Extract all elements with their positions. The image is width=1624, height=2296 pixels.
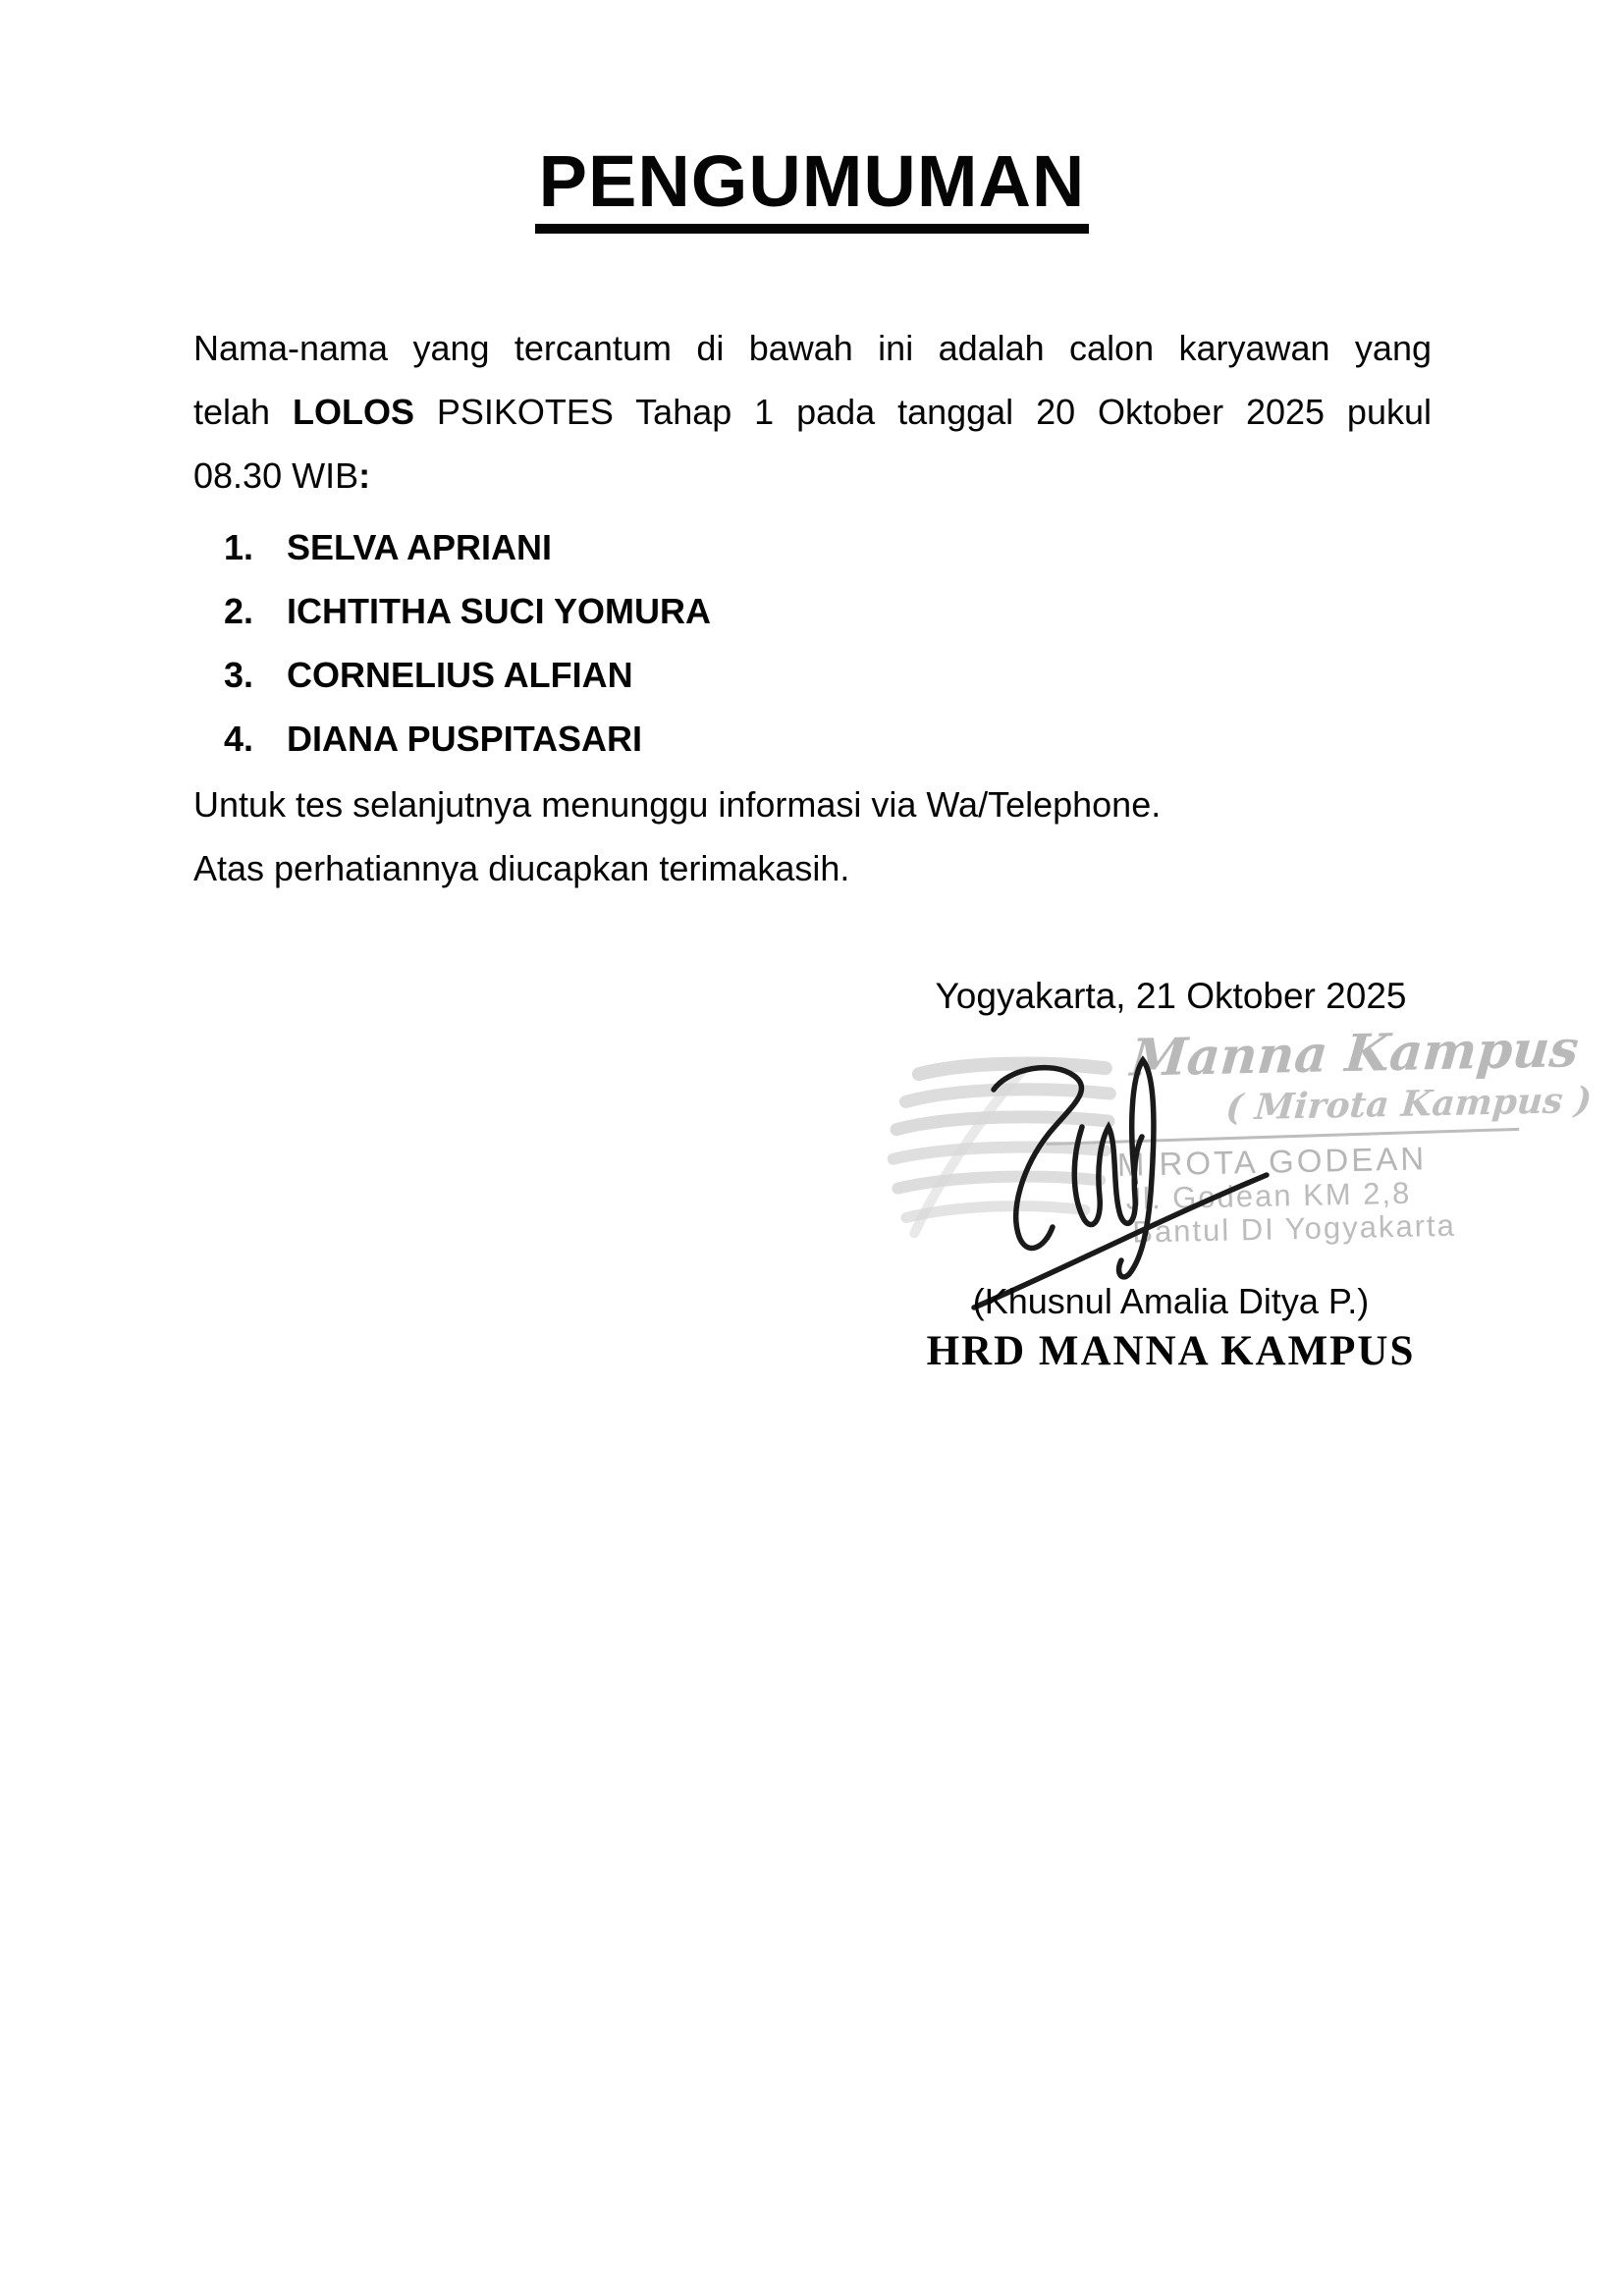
signature-column	[903, 975, 1438, 1018]
list-item	[193, 707, 1432, 771]
thanks-note: Atas perhatiannya diucapkan terimakasih.	[193, 848, 850, 888]
stamp-address-line1: Jl. Godean KM 2,8	[1125, 1175, 1412, 1216]
announcement-paragraph	[193, 316, 1432, 507]
next-test-note: Untuk tes selanjutnya menunggu informasi via Wa/Telephone.	[193, 784, 1162, 825]
list-item-number: 4.	[224, 719, 254, 759]
bold-lolos: LOLOS	[292, 392, 414, 432]
candidate-name: ICHTITHA SUCI YOMURA	[287, 591, 711, 631]
page-title: PENGUMUMAN	[535, 145, 1090, 234]
stamp-brand-script: Manna Kampus	[1128, 1019, 1582, 1089]
candidate-name: CORNELIUS ALFIAN	[287, 655, 633, 695]
list-item	[193, 579, 1432, 643]
paragraph-line-3: 08.30 WIB:	[193, 455, 371, 496]
list-item	[193, 515, 1432, 579]
paragraph-line-2: telah LOLOS PSIKOTES Tahap 1 pada tanggal 20 Oktober 2025 pukul	[193, 392, 1432, 432]
list-item-number: 2.	[224, 591, 254, 631]
candidate-name: SELVA APRIANI	[287, 527, 553, 567]
list-item-number: 3.	[224, 655, 254, 695]
paragraph-line-1: Nama-nama yang tercantum di bawah ini adalah calon karyawan yang	[193, 328, 1432, 368]
stamp-brand-sub: ( Mirota Kampus )	[1223, 1079, 1594, 1129]
stamp-address-line2: Bantul DI Yogyakarta	[1131, 1207, 1457, 1250]
signer-name: (Khusnul Amalia Ditya P.)	[972, 1281, 1370, 1321]
candidate-list	[193, 515, 1432, 771]
stamp-branch: MIROTA GODEAN	[1116, 1140, 1428, 1183]
closing-notes	[193, 773, 1432, 900]
place-date-line: Yogyakarta, 21 Oktober 2025	[935, 976, 1407, 1016]
list-item-number: 1.	[224, 527, 254, 567]
title-wrap	[193, 140, 1431, 234]
list-item	[193, 643, 1432, 707]
signer-title: HRD MANNA KAMPUS	[926, 1328, 1416, 1374]
candidate-name: DIANA PUSPITASARI	[287, 719, 643, 759]
